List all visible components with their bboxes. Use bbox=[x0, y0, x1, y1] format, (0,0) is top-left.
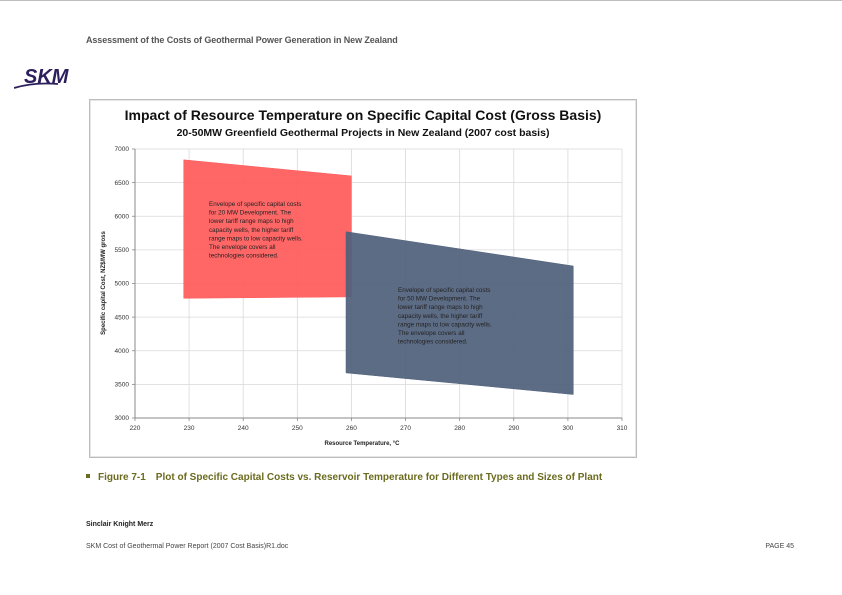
x-tick-label: 230 bbox=[183, 425, 195, 432]
logo-text: SKM bbox=[24, 66, 69, 88]
top-rule bbox=[0, 0, 842, 1]
envelope-annotation-line: The envelope covers all bbox=[209, 244, 276, 251]
envelope-annotation-line: for 50 MW Development. The bbox=[398, 295, 481, 303]
envelope-annotation-line: for 20 MW Development. The bbox=[209, 209, 292, 217]
chart-subtitle: 20-50MW Greenfield Geothermal Projects in New Zealand (2007 cost basis) bbox=[176, 127, 550, 139]
envelope-annotation-line: The envelope covers all bbox=[398, 330, 465, 337]
document-header: Assessment of the Costs of Geothermal Power Generation in New Zealand bbox=[86, 35, 398, 45]
y-tick-label: 5500 bbox=[114, 247, 129, 255]
y-axis-label: Specific capital Cost, NZ$/MW gross bbox=[101, 231, 107, 335]
caption-text: Plot of Specific Capital Costs vs. Reservoir Temperature for Different Types and Sizes of Plant bbox=[155, 472, 603, 483]
x-tick-label: 270 bbox=[400, 425, 411, 432]
footer-filename: SKM Cost of Geothermal Power Report (2007 Cost Basis)R1.doc bbox=[86, 543, 289, 550]
envelope-annotation-line: Envelope of specific capital costs bbox=[209, 201, 302, 208]
y-tick-label: 6000 bbox=[114, 213, 129, 221]
plot-areas bbox=[184, 160, 574, 395]
chart-frame bbox=[89, 99, 637, 458]
page-number: PAGE 45 bbox=[765, 543, 794, 550]
y-tick-label: 6500 bbox=[114, 179, 129, 187]
envelope-annotation-line: capacity wells, the higher tariff bbox=[209, 226, 294, 234]
y-tick-label: 7000 bbox=[114, 146, 129, 154]
caption-bullet bbox=[86, 474, 90, 478]
x-tick-label: 300 bbox=[562, 425, 574, 432]
x-axis-label: Resource Temperature, °C bbox=[324, 441, 400, 447]
x-tick-label: 310 bbox=[616, 425, 628, 432]
x-tick-label: 250 bbox=[291, 425, 303, 432]
figure-caption bbox=[86, 472, 602, 483]
y-tick-label: 4500 bbox=[114, 314, 129, 322]
company-name: Sinclair Knight Merz bbox=[86, 521, 154, 528]
x-tick-label: 220 bbox=[129, 425, 141, 432]
y-tick-label: 5000 bbox=[114, 280, 129, 288]
envelope-annotation-line: range maps to low capacity wells. bbox=[209, 235, 303, 243]
x-tick-label: 280 bbox=[454, 425, 466, 432]
envelope-annotation-line: Envelope of specific capital costs bbox=[398, 287, 491, 294]
skm-logo bbox=[14, 62, 86, 92]
y-tick-label: 4000 bbox=[114, 347, 129, 355]
envelope-annotation-line: range maps to low capacity wells. bbox=[398, 321, 492, 329]
y-tick-label: 3500 bbox=[114, 381, 129, 389]
y-tick-label: 3000 bbox=[114, 415, 129, 423]
envelope-annotation-line: lower tariff range maps to high bbox=[398, 304, 483, 312]
envelope-annotation-line: lower tariff range maps to high bbox=[209, 218, 294, 226]
envelope-annotation-line: technologies considered. bbox=[209, 252, 279, 260]
chart-title: Impact of Resource Temperature on Specific Capital Cost (Gross Basis) bbox=[124, 107, 602, 123]
envelope-annotation-line: capacity wells, the higher tariff bbox=[398, 312, 483, 320]
chart bbox=[90, 100, 636, 457]
x-tick-label: 290 bbox=[508, 425, 520, 432]
figure-number: Figure 7-1 bbox=[98, 472, 146, 483]
envelope-annotation-line: technologies considered. bbox=[398, 338, 468, 346]
x-tick-label: 260 bbox=[346, 425, 357, 432]
x-tick-label: 240 bbox=[237, 425, 249, 432]
